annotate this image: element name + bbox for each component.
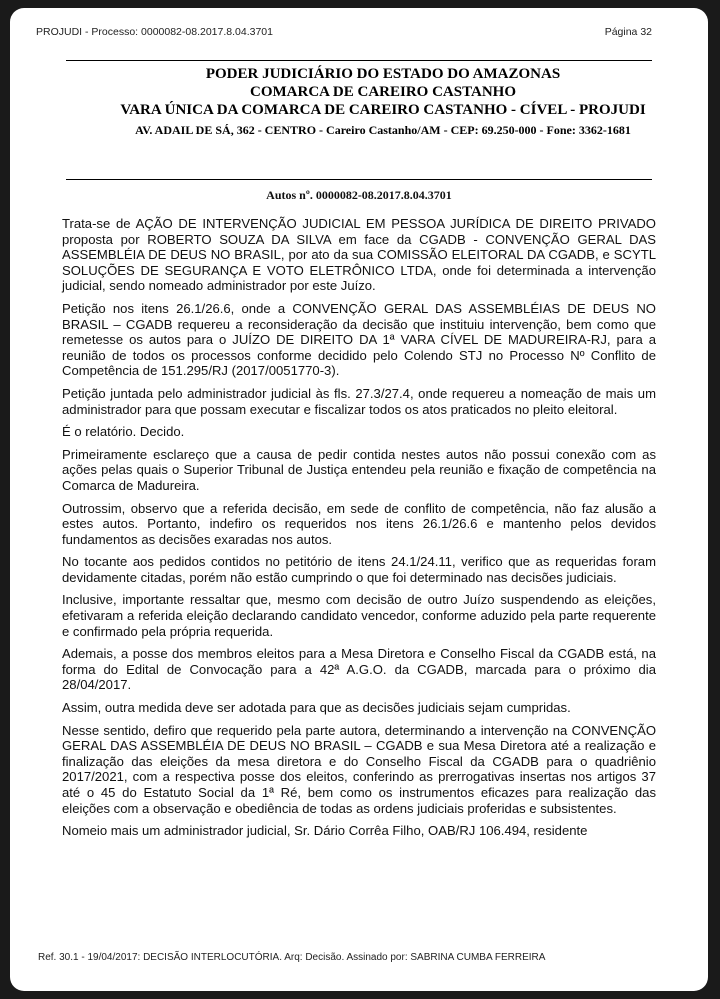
paragraph: Petição nos itens 26.1/26.6, onde a CONVENÇÃO GERAL DAS ASSEMBLÉIAS DE DEUS NO BRASIL – CGADB requereu a reconsideração da decisão que instituiu intervenção, bem como que remetesse os autos para o JUÍZO DE DIREITO DA 1ª VARA CÍVEL DE MADUREIRA-RJ, para a reunião de todos os processos conforme decidido pelo Colendo STJ no Processo Nº Conflito de Competência de 151.295/RJ (2017/0051770-3). [62, 300, 656, 379]
page-number: Página 32 [604, 26, 652, 38]
header-line-2: COMARCA DE CAREIRO CASTANHO [250, 84, 516, 100]
paragraph: Assim, outra medida deve ser adotada para que as decisões judiciais sejam cumpridas. [62, 700, 571, 716]
header-top-rule [66, 60, 652, 61]
page-topbar [36, 26, 652, 42]
header-bottom-rule [66, 179, 652, 180]
document-page [10, 8, 708, 991]
document-body [62, 216, 656, 846]
paragraph: Nomeio mais um administrador judicial, Sr. Dário Corrêa Filho, OAB/RJ 106.494, residente [62, 823, 588, 839]
case-number-heading: Autos nº. 0000082-08.2017.8.04.3701 [266, 188, 452, 202]
paragraph: Outrossim, observo que a referida decisão, em sede de conflito de competência, não faz alusão a estes autos. Portanto, indefiro os requeridos nos itens 26.1/26.6 e mantenho pelos devidos fundamentos as decisões exaradas nos autos. [62, 500, 656, 547]
header-line-3: VARA ÚNICA DA COMARCA DE CAREIRO CASTANHO - CÍVEL - PROJUDI [120, 102, 646, 118]
paragraph: No tocante aos pedidos contidos no petitório de itens 24.1/24.11, verifico que as requeridas foram devidamente citadas, porém não estão cumprindo o que foi determinado nas decisões judiciais. [62, 554, 656, 585]
paragraph: Trata-se de AÇÃO DE INTERVENÇÃO JUDICIAL EM PESSOA JURÍDICA DE DIREITO PRIVADO proposta por ROBERTO SOUZA DA SILVA em face da CGADB - CONVENÇÃO GERAL DAS ASSEMBLÉIA DE DEUS NO BRASIL, por ato da sua COMISSÃO ELEITORAL DA CGADB, e SCYTL SOLUÇÕES DE SEGURANÇA E VOTO ELETRÔNICO LTDA, onde foi determinada a intervenção judicial, sendo nomeado administrador por este Juízo. [62, 216, 656, 294]
header-address: AV. ADAIL DE SÁ, 362 - CENTRO - Careiro Castanho/AM - CEP: 69.250-000 - Fone: 3362-1681 [135, 123, 631, 137]
paragraph: Ademais, a posse dos membros eleitos para a Mesa Diretora e Conselho Fiscal da CGADB está, na forma do Edital de Convocação para a 42ª A.G.O. da CGADB, marcada para o próximo dia 28/04/2017. [62, 646, 656, 693]
paragraph: Primeiramente esclareço que a causa de pedir contida nestes autos não possui conexão com as ações pelas quais o Superior Tribunal de Justiça entendeu pela reunião e fixação de competência na Comarca de Madureira. [62, 446, 656, 493]
paragraph: É o relatório. Decido. [62, 424, 185, 440]
court-header [114, 65, 652, 138]
paragraph: Petição juntada pelo administrador judicial às fls. 27.3/27.4, onde requereu a nomeação de mais um administrador para que possam executar e fiscalizar todos os atos praticados no pleito eleitoral. [62, 385, 656, 417]
header-line-1: PODER JUDICIÁRIO DO ESTADO DO AMAZONAS [205, 66, 561, 82]
paragraph: Nesse sentido, defiro que requerido pela parte autora, determinando a intervenção na CONVENÇÃO GERAL DAS ASSEMBLÉIA DE DEUS NO BRASIL – CGADB e sua Mesa Diretora até a realização e finalização das eleições da mesa diretora e do Conselho Fiscal da CGADB para o quadriênio 2017/2021, com a respectiva posse dos eleitos, conferindo as prerrogativas insertas nos artigos 37 até o 45 do Estatuto Social da 1ª Ré, bem como os instrumentos eficazes para realização das eleições com a observação e obediência de todas as ordens judiciais proferidas e subsistentes. [62, 722, 656, 816]
process-number: PROJUDI - Processo: 0000082-08.2017.8.04.3701 [36, 26, 273, 38]
paragraph: Inclusive, importante ressaltar que, mesmo com decisão de outro Juízo suspendendo as eleições, efetivaram a referida eleição declarando candidato vencedor, conforme aduzido pela parte requerente e confirmado pela própria requerida. [62, 592, 656, 639]
page-footer: Ref. 30.1 - 19/04/2017: DECISÃO INTERLOCUTÓRIA. Arq: Decisão. Assinado por: SABRINA CUMBA FERREIRA [38, 952, 546, 963]
